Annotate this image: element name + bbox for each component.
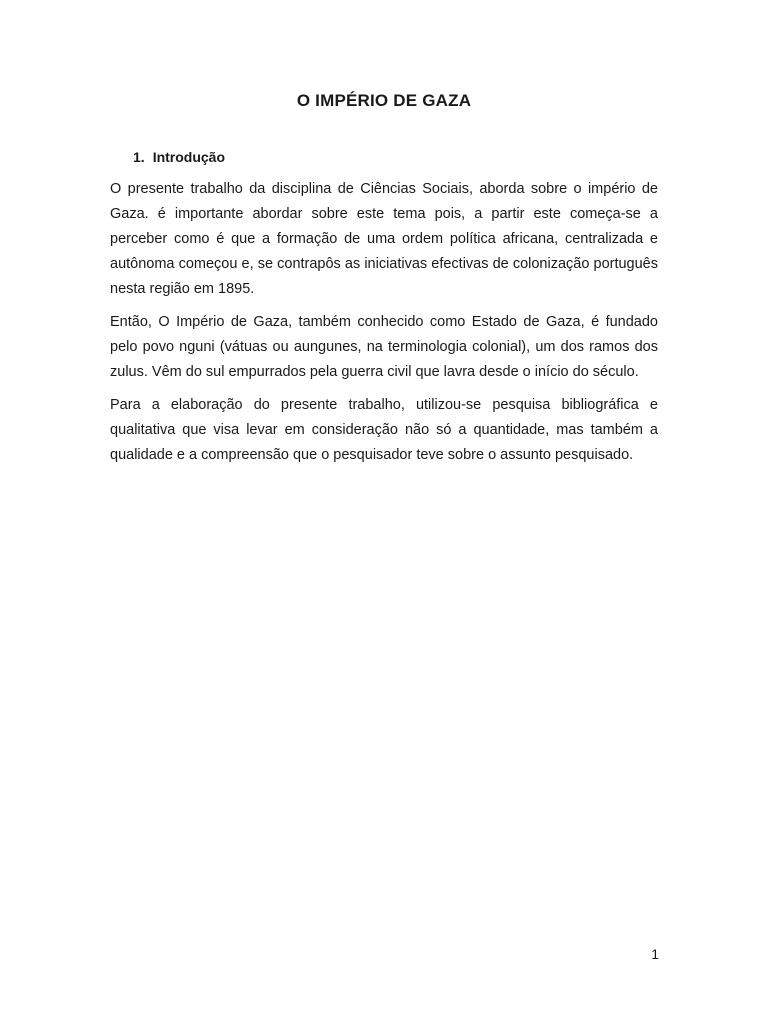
page-number: 1: [651, 946, 659, 962]
paragraph: Para a elaboração do presente trabalho, utilizou-se pesquisa bibliográfica e qualitativa que visa levar em consideração não só a quantidade, mas também a qualidade e a compreensão que o pesquisador teve sobre o assunto pesquisado.: [110, 397, 658, 463]
document-body: [110, 177, 658, 476]
section-title: Introdução: [152, 149, 226, 165]
document-title: O IMPÉRIO DE GAZA: [296, 91, 472, 110]
paragraph: O presente trabalho da disciplina de Ciências Sociais, aborda sobre o império de Gaza. é importante abordar sobre este tema pois, a partir este começa-se a perceber como é que a formação de uma ordem política africana, centralizada e autônoma começou e, se contrapôs as iniciativas efectivas de colonização português nesta região em 1895.: [110, 181, 658, 297]
section-heading: [133, 149, 225, 165]
paragraph: Então, O Império de Gaza, também conhecido como Estado de Gaza, é fundado pelo povo nguni (vátuas ou aungunes, na terminologia colonial), um dos ramos dos zulus. Vêm do sul empurrados pela guerra civil que lavra desde o início do século.: [110, 314, 658, 380]
section-number: 1.: [133, 149, 145, 165]
